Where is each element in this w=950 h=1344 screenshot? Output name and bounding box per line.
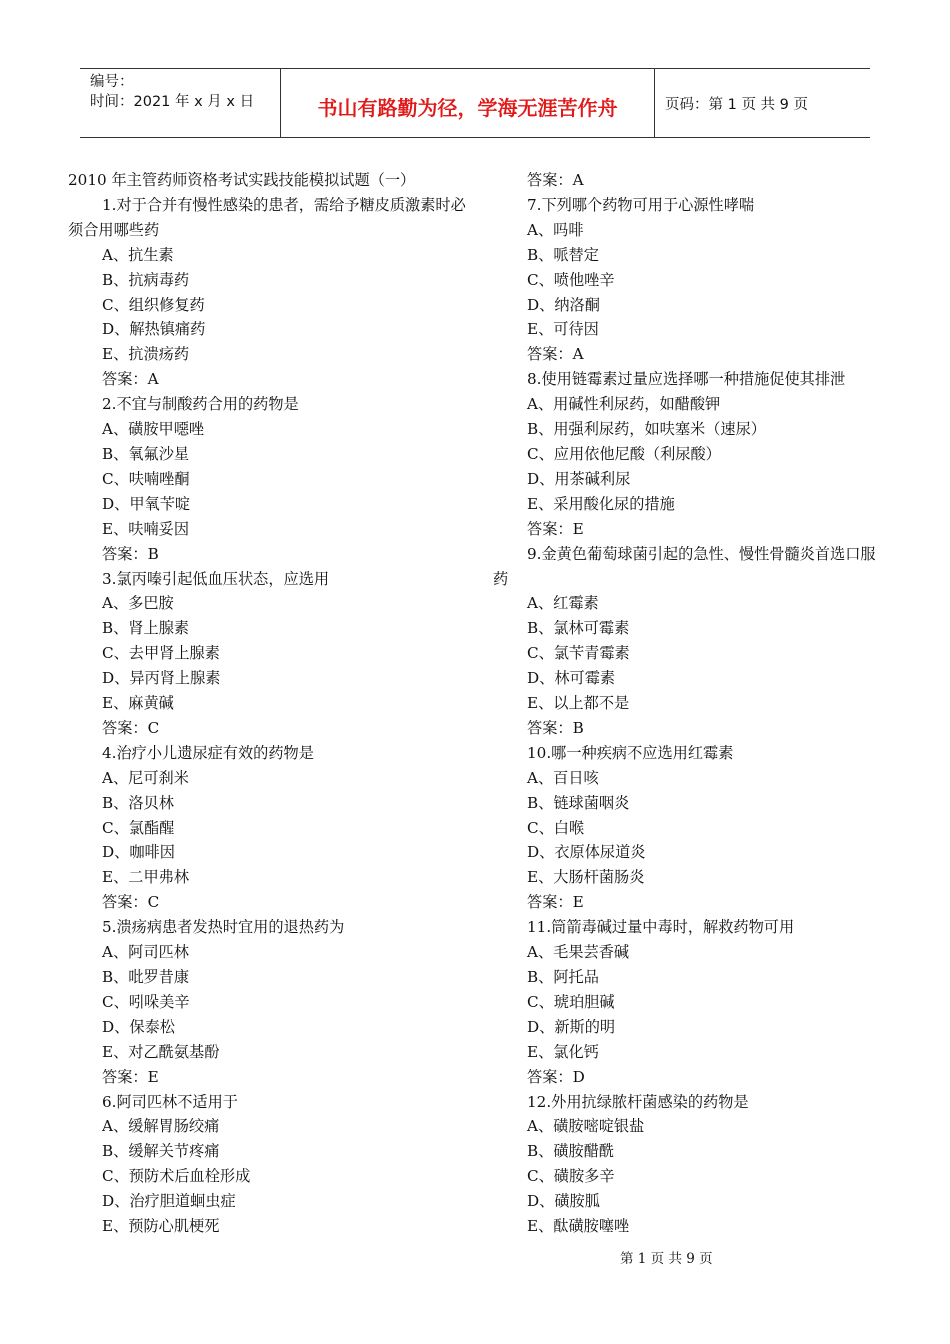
text-line: C、去甲肾上腺素 bbox=[102, 644, 220, 663]
text-line: D、异丙肾上腺素 bbox=[102, 669, 221, 688]
text-line: D、用茶碱利尿 bbox=[527, 469, 631, 488]
text-line: E、酞磺胺噻唑 bbox=[527, 1217, 630, 1236]
motto-text: 书山有路勤为径，学海无涯苦作舟 bbox=[317, 95, 618, 120]
text-line: E、可待因 bbox=[527, 320, 599, 339]
number-label: 编号： bbox=[90, 74, 134, 90]
text-line: A、阿司匹林 bbox=[102, 943, 189, 962]
text-line: A、用碱性利尿药，如醋酸钾 bbox=[527, 395, 721, 414]
text-line: C、白喉 bbox=[527, 818, 585, 837]
text-line: D、治疗胆道蛔虫症 bbox=[102, 1192, 236, 1211]
text-line: E、呋喃妥因 bbox=[102, 519, 190, 538]
text-line: C、磺胺多辛 bbox=[527, 1167, 615, 1186]
text-line: A、尼可刹米 bbox=[102, 768, 189, 787]
text-line: 答案：B bbox=[102, 544, 159, 563]
text-line: A、磺胺嘧啶银盐 bbox=[527, 1117, 645, 1136]
text-line: 1.对于合并有慢性感染的患者，需给予糖皮质激素时必须合用哪些药 bbox=[68, 195, 466, 239]
header-page-cell bbox=[655, 69, 870, 137]
text-line: 答案：E bbox=[527, 519, 584, 538]
text-line: B、磺胺醋酰 bbox=[527, 1142, 615, 1161]
text-line: C、吲哚美辛 bbox=[102, 992, 190, 1011]
text-line: E、氯化钙 bbox=[527, 1042, 599, 1061]
text-line: C、氯酯醒 bbox=[102, 818, 175, 837]
text-line: E、麻黄碱 bbox=[102, 694, 174, 713]
page-label: 页码：第 1 页 共 9 页 bbox=[665, 96, 808, 113]
text-line: 答案：E bbox=[102, 1067, 159, 1086]
text-line: 8.使用链霉素过量应选择哪一种措施促使其排泄 bbox=[527, 370, 846, 389]
document-header bbox=[80, 68, 870, 138]
text-line: 4.治疗小儿遗尿症有效的药物是 bbox=[102, 743, 314, 762]
text-line: B、肾上腺素 bbox=[102, 619, 190, 638]
text-line: A、百日咳 bbox=[527, 768, 599, 787]
header-motto-cell bbox=[281, 69, 655, 137]
header-info-cell bbox=[80, 69, 281, 137]
text-line: D、林可霉素 bbox=[527, 669, 616, 688]
text-line: B、链球菌咽炎 bbox=[527, 793, 630, 812]
page-footer: 第 1 页 共 9 页 bbox=[620, 1251, 713, 1267]
text-line: A、缓解胃肠绞痛 bbox=[102, 1117, 220, 1136]
text-line: 5.溃疡病患者发热时宜用的退热药为 bbox=[102, 918, 345, 937]
text-line: 答案：C bbox=[102, 718, 160, 737]
text-line: 12.外用抗绿脓杆菌感染的药物是 bbox=[527, 1092, 749, 1111]
text-line: C、组织修复药 bbox=[102, 295, 205, 314]
text-line: 答案：A bbox=[527, 345, 584, 364]
text-line: E、对乙酰氨基酚 bbox=[102, 1042, 220, 1061]
text-line: D、保泰松 bbox=[102, 1017, 175, 1036]
right-column bbox=[493, 168, 885, 1239]
text-line: A、多巴胺 bbox=[102, 594, 174, 613]
left-column bbox=[68, 168, 466, 1239]
text-line: B、用强利尿药，如呋塞米（速尿） bbox=[527, 420, 766, 439]
text-line: A、毛果芸香碱 bbox=[527, 943, 630, 962]
text-line: C、呋喃唑酮 bbox=[102, 469, 190, 488]
text-line: E、采用酸化尿的措施 bbox=[527, 494, 675, 513]
text-line: D、纳洛酮 bbox=[527, 295, 600, 314]
text-line: B、氯林可霉素 bbox=[527, 619, 630, 638]
text-line: 答案：E bbox=[527, 893, 584, 912]
text-line: E、二甲弗林 bbox=[102, 868, 190, 887]
text-line: C、喷他唑辛 bbox=[527, 270, 615, 289]
text-line: D、磺胺胍 bbox=[527, 1192, 600, 1211]
text-line: B、抗病毒药 bbox=[102, 270, 190, 289]
text-line: B、阿托品 bbox=[527, 968, 599, 986]
text-line: B、氧氟沙星 bbox=[102, 444, 190, 463]
text-line: C、琥珀胆碱 bbox=[527, 992, 615, 1011]
text-line: 答案：D bbox=[527, 1067, 585, 1086]
text-line: 11.筒箭毒碱过量中毒时，解救药物可用 bbox=[527, 918, 795, 937]
text-line: 6.阿司匹林不适用于 bbox=[102, 1092, 238, 1111]
text-line: 2.不宜与制酸药合用的药物是 bbox=[102, 395, 299, 414]
text-line: C、氯苄青霉素 bbox=[527, 644, 630, 663]
text-line: 3.氯丙嗪引起低血压状态，应选用 bbox=[102, 569, 330, 588]
text-line: E、抗溃疡药 bbox=[102, 345, 190, 364]
text-line: A、红霉素 bbox=[527, 594, 599, 613]
text-line: C、应用依他尼酸（利尿酸） bbox=[527, 444, 721, 463]
text-line: 7.下列哪个药物可用于心源性哮喘 bbox=[527, 195, 755, 214]
text-line: E、以上都不是 bbox=[527, 694, 630, 713]
text-line: 答案：B bbox=[527, 718, 584, 737]
text-line: D、新斯的明 bbox=[527, 1017, 616, 1036]
text-line: D、甲氧苄啶 bbox=[102, 494, 191, 513]
text-line: 10.哪一种疾病不应选用红霉素 bbox=[527, 743, 734, 762]
text-line: E、大肠杆菌肠炎 bbox=[527, 868, 645, 887]
text-line: B、缓解关节疼痛 bbox=[102, 1142, 220, 1161]
text-line: 答案：A bbox=[527, 171, 584, 189]
text-line: B、吡罗昔康 bbox=[102, 968, 190, 986]
text-line: 答案：C bbox=[102, 893, 160, 912]
text-line: D、解热镇痛药 bbox=[102, 320, 206, 339]
text-line: D、咖啡因 bbox=[102, 843, 175, 862]
text-line: 答案：A bbox=[102, 370, 159, 389]
text-line: C、预防术后血栓形成 bbox=[102, 1167, 251, 1186]
text-line: A、磺胺甲噁唑 bbox=[102, 420, 205, 439]
text-line: D、衣原体尿道炎 bbox=[527, 843, 646, 862]
text-line: 2010 年主管药师资格考试实践技能模拟试题（一） bbox=[68, 171, 416, 189]
text-line: A、吗啡 bbox=[527, 220, 584, 239]
text-line: A、抗生素 bbox=[102, 245, 174, 264]
text-line: E、预防心肌梗死 bbox=[102, 1217, 220, 1236]
text-line: B、哌替定 bbox=[527, 245, 599, 264]
text-line: B、洛贝林 bbox=[102, 793, 174, 812]
date-label: 时间：2021 年 x 月 x 日 bbox=[90, 94, 255, 110]
text-line: 9.金黄色葡萄球菌引起的急性、慢性骨髓炎首选口服药 bbox=[493, 544, 876, 588]
